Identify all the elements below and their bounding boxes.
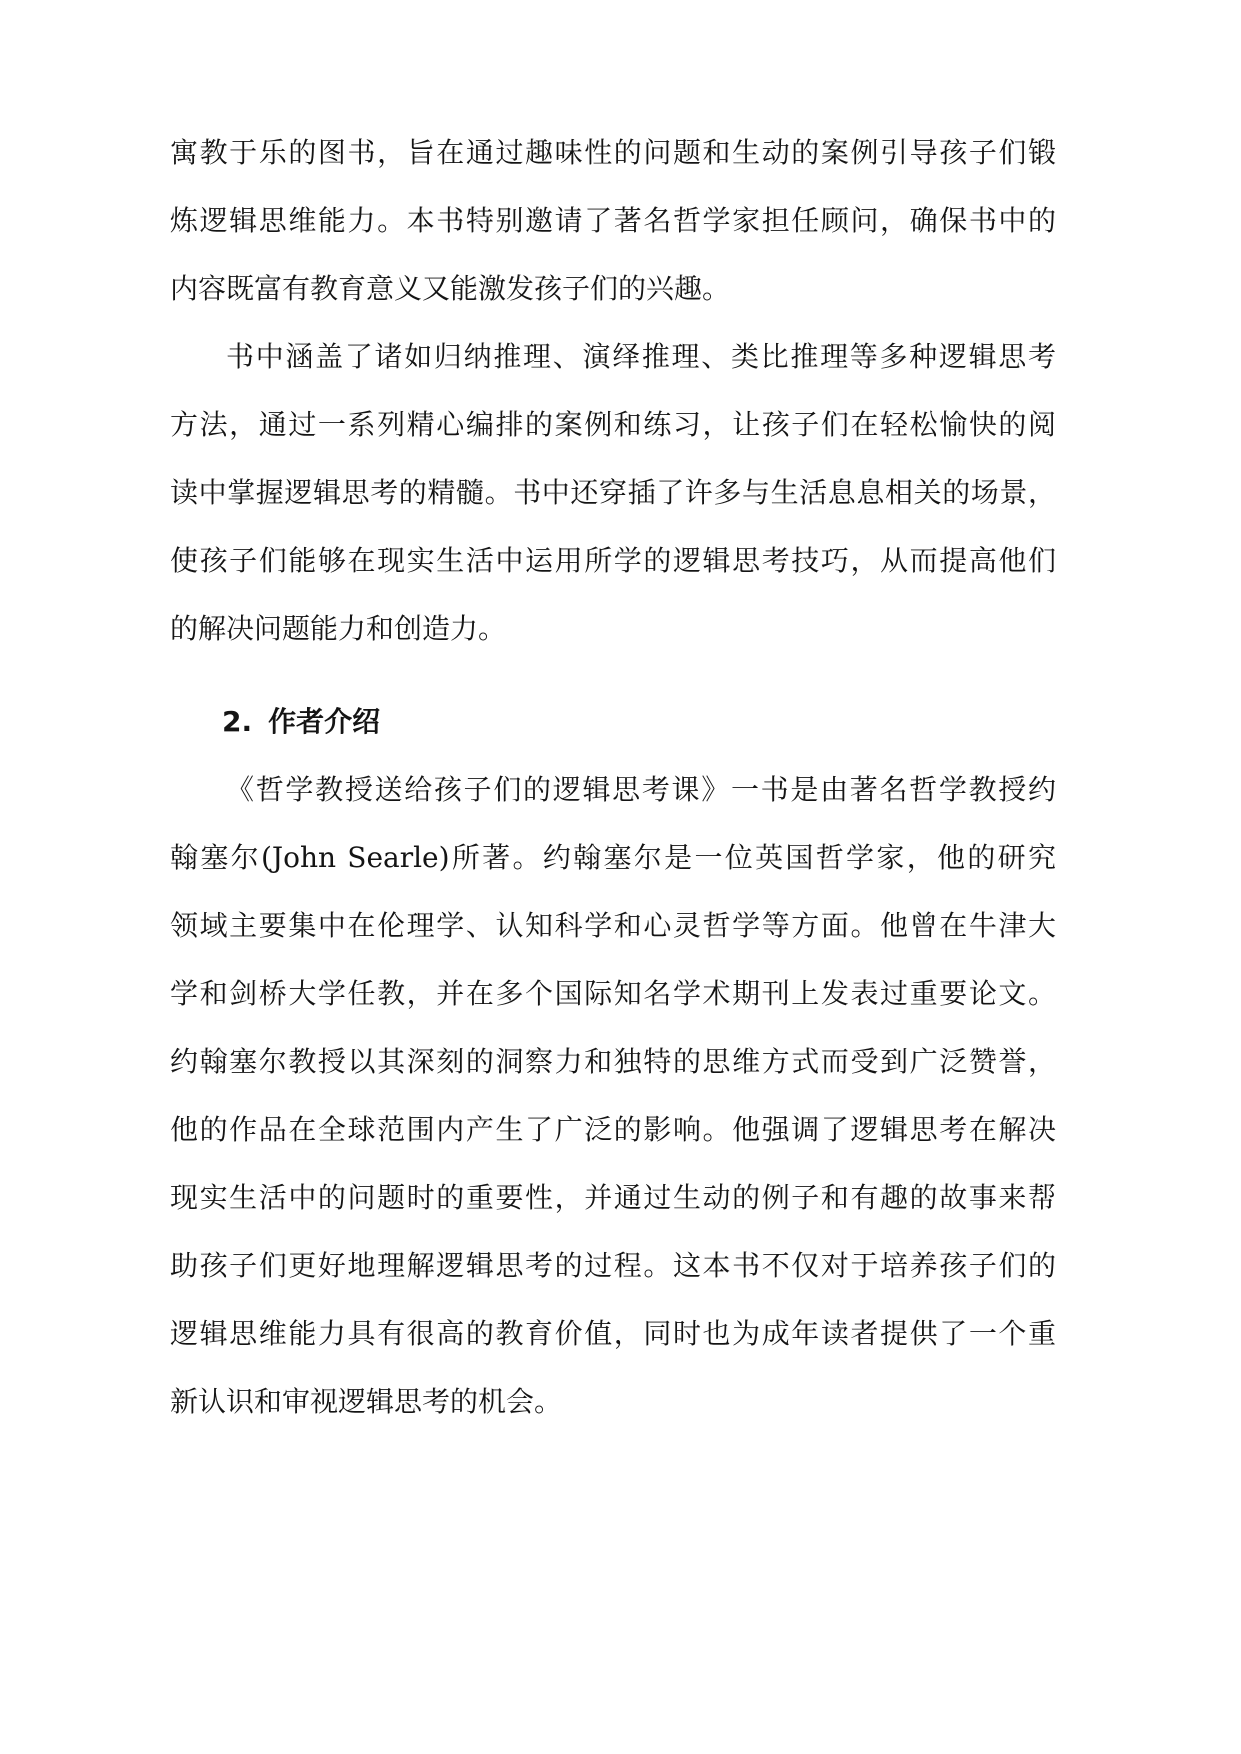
section-number: 2.: [222, 705, 253, 738]
paragraph-line: 使孩子们能够在现实生活中运用所学的逻辑思考技巧，从而提高他们: [170, 544, 1056, 577]
paragraph-line: 书中涵盖了诸如归纳推理、演绎推理、类比推理等多种逻辑思考: [226, 340, 1056, 373]
paragraph-line: 方法，通过一系列精心编排的案例和练习，让孩子们在轻松愉快的阅: [170, 408, 1056, 441]
paragraph-line: 寓教于乐的图书，旨在通过趣味性的问题和生动的案例引导孩子们锻: [170, 136, 1056, 169]
paragraph-line: 逻辑思维能力具有很高的教育价值，同时也为成年读者提供了一个重: [170, 1317, 1056, 1350]
paragraph-line: 领域主要集中在伦理学、认知科学和心灵哲学等方面。他曾在牛津大: [170, 909, 1056, 942]
section-heading: [222, 702, 380, 742]
paragraph-line: 约翰塞尔教授以其深刻的洞察力和独特的思维方式而受到广泛赞誉，: [170, 1045, 1056, 1078]
paragraph-line: 现实生活中的问题时的重要性，并通过生动的例子和有趣的故事来帮: [170, 1181, 1056, 1214]
paragraph-line: 助孩子们更好地理解逻辑思考的过程。这本书不仅对于培养孩子们的: [170, 1249, 1056, 1282]
paragraph-line: 学和剑桥大学任教，并在多个国际知名学术期刊上发表过重要论文。: [170, 977, 1056, 1010]
paragraph-line: 他的作品在全球范围内产生了广泛的影响。他强调了逻辑思考在解决: [170, 1113, 1056, 1146]
paragraph-line: 新认识和审视逻辑思考的机会。: [170, 1385, 563, 1418]
paragraph-line: 内容既富有教育意义又能激发孩子们的兴趣。: [170, 272, 731, 305]
paragraph-line: 《哲学教授送给孩子们的逻辑思考课》一书是由著名哲学教授约: [226, 773, 1056, 806]
section-title: 作者介绍: [268, 705, 381, 738]
paragraph-line: 读中掌握逻辑思考的精髓。书中还穿插了许多与生活息息相关的场景，: [170, 476, 1056, 509]
paragraph-line: 炼逻辑思维能力。本书特别邀请了著名哲学家担任顾问，确保书中的: [170, 204, 1056, 237]
paragraph-line: 的解决问题能力和创造力。: [170, 612, 507, 645]
paragraph-line: 翰塞尔(John Searle)所著。约翰塞尔是一位英国哲学家，他的研究: [170, 841, 1056, 874]
